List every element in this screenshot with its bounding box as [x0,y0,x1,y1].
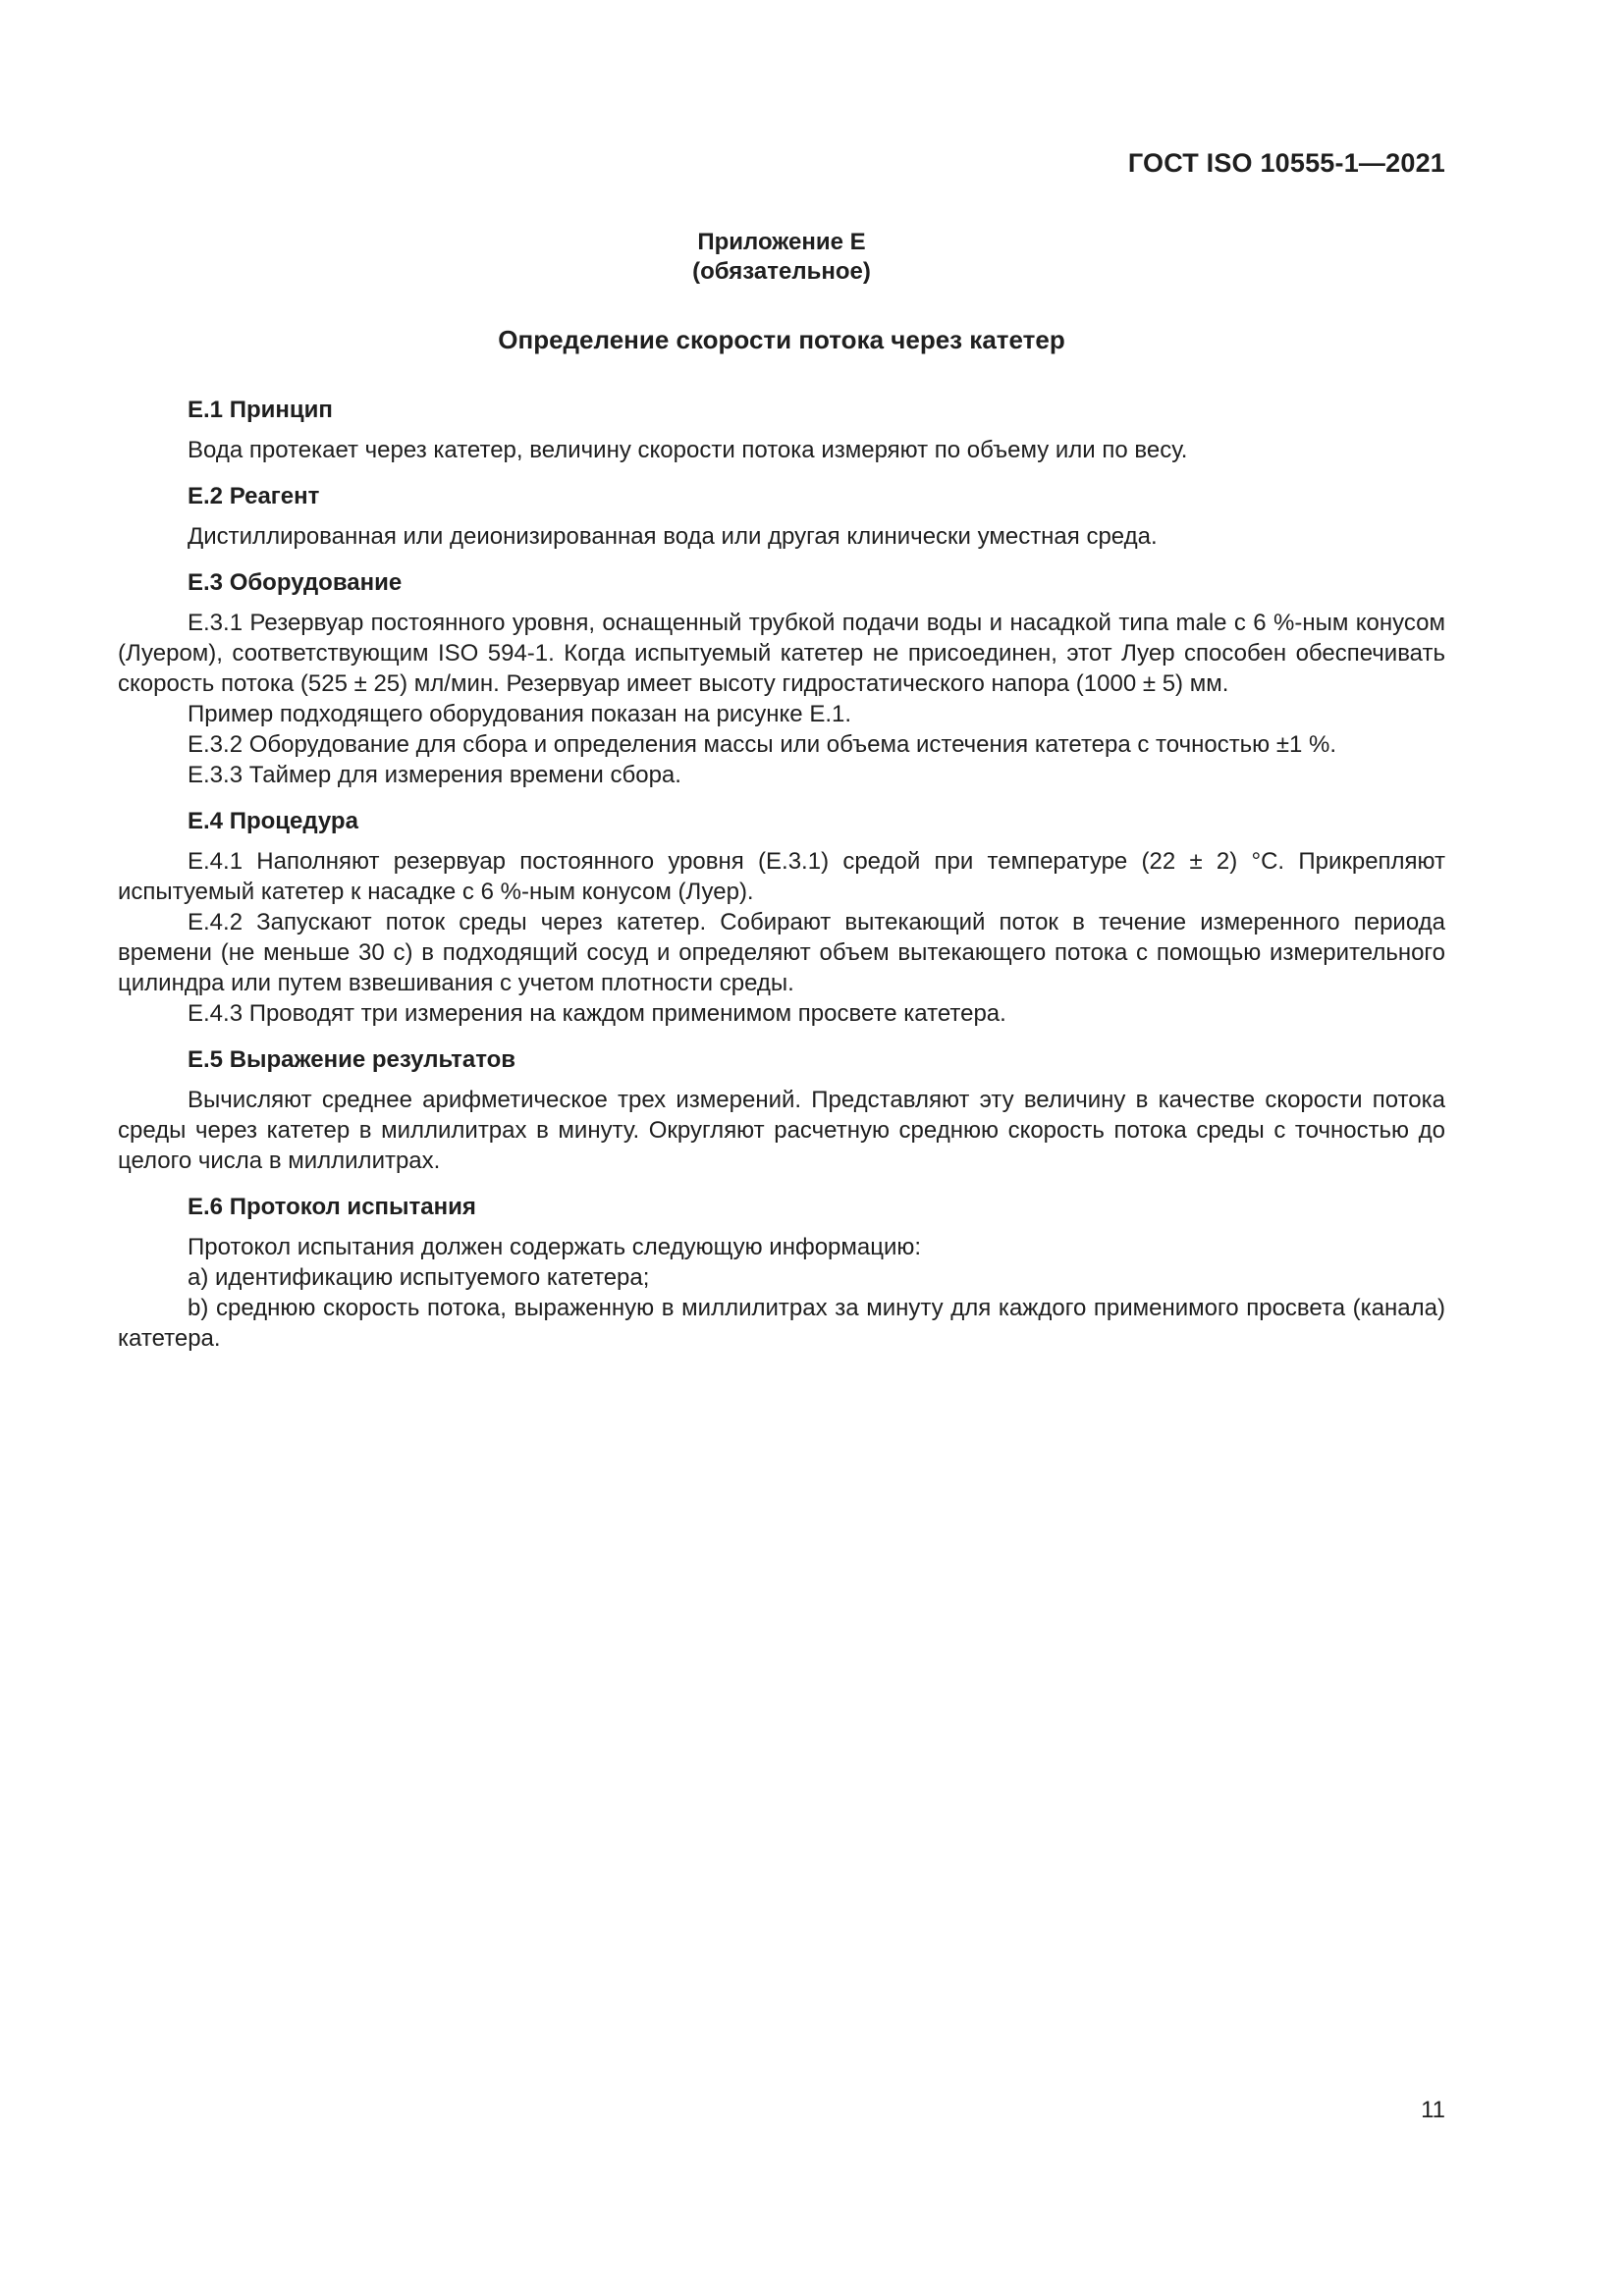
section-heading: E.5 Выражение результатов [188,1046,516,1073]
section-heading: E.1 Принцип [188,397,333,423]
section-heading: E.2 Реагент [188,483,320,509]
appendix-type: (обязательное) [692,258,871,285]
appendix-header [118,228,1445,355]
appendix-title: Приложение E [697,229,866,255]
section-heading: E.4 Процедура [188,808,358,834]
paragraph: Вода протекает через катетер, величину скорости потока измеряют по объему или по весу. [188,437,1188,463]
section-e2 [118,481,1445,552]
section-e5 [118,1044,1445,1176]
main-title: Определение скорости потока через катетер [498,325,1065,354]
paragraph: E.3.1 Резервуар постоянного уровня, оснащенный трубкой подачи воды и насадкой типа male с 6 %-ным конусом (Луером), соответствующим ISO 594-1. Когда испытуемый катетер не присоединен, этот Луер способен обеспечивать скорость потока (525 ± 25) мл/мин. Резервуар имеет высоту гидростатического напора (1000 ± 5) мм. [118,610,1445,697]
paragraph: Протокол испытания должен содержать следующую информацию: [188,1234,922,1260]
section-e1 [118,395,1445,465]
list-item: b) среднюю скорость потока, выраженную в миллилитрах за минуту для каждого применимого просвета (канала) катетера. [118,1295,1445,1352]
document-code: ГОСТ ISO 10555-1—2021 [1127,148,1445,178]
list-item: a) идентификацию испытуемого катетера; [188,1264,650,1291]
paragraph: Вычисляют среднее арифметическое трех измерений. Представляют эту величину в качестве скорости потока среды через катетер в миллилитрах в минуту. Округляют расчетную среднюю скорость потока среды с точностью до целого числа в миллилитрах. [118,1087,1445,1174]
paragraph: Дистиллированная или деионизированная вода или другая клинически уместная среда. [188,523,1158,550]
paragraph: Пример подходящего оборудования показан на рисунке E.1. [188,701,852,727]
paragraph: E.3.2 Оборудование для сбора и определения массы или объема истечения катетера с точностью ±1 %. [188,731,1337,758]
paragraph: E.4.1 Наполняют резервуар постоянного уровня (E.3.1) средой при температуре (22 ± 2) °С. Прикрепляют испытуемый катетер к насадке с 6 %-ным конусом (Луер). [118,848,1445,905]
section-e6 [118,1192,1445,1354]
section-heading: E.3 Оборудование [188,569,403,596]
document-body [118,395,1445,1354]
section-e4 [118,806,1445,1029]
page-number: 11 [1421,2097,1445,2123]
section-e3 [118,567,1445,790]
paragraph: E.3.3 Таймер для измерения времени сбора. [188,762,681,788]
paragraph: E.4.3 Проводят три измерения на каждом применимом просвете катетера. [188,1000,1006,1027]
section-heading: E.6 Протокол испытания [188,1194,476,1220]
paragraph: E.4.2 Запускают поток среды через катетер. Собирают вытекающий поток в течение измеренного периода времени (не меньше 30 с) в подходящий сосуд и определяют объем вытекающего потока с помощью измерительного цилиндра или путем взвешивания с учетом плотности среды. [118,909,1445,996]
